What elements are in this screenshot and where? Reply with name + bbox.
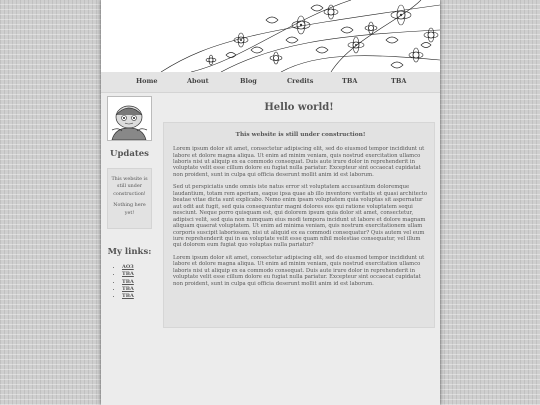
sidebar — [107, 96, 152, 300]
page-title: Hello world! — [264, 102, 334, 113]
link-tba-2[interactable]: TBA — [122, 278, 134, 285]
link-ao3[interactable]: AO3 — [122, 264, 134, 271]
nav-home-link[interactable]: Home — [136, 77, 158, 85]
link-tba-1[interactable]: TBA — [122, 271, 134, 278]
nav-credits-link[interactable]: Credits — [287, 77, 314, 85]
list-item — [122, 279, 152, 286]
main-content-box — [163, 122, 435, 328]
link-tba-4[interactable]: TBA — [122, 293, 134, 300]
content-paragraph-2: Sed ut perspiciatis unde omnis iste natus error sit voluptatem accusantium doloremque laudantium, totam rem aperiam, eaque ipsa quae ab illo inventore veritatis et quasi architecto beatae vitae dicta sunt explicabo. Nemo enim ipsam voluptatem quia voluptas sit aspernatur aut odit aut fugit, sed quia consequuntur magni dolores eos qui ratione voluptatem sequi nesciunt. Neque porro quisquam est, qui dolorem ipsum quia dolor sit amet, consectetur, adipisci velit, sed quia non numquam eius modi tempora incidunt ut labore et dolore magnam aliquam quaerat voluptatem. Ut enim ad minima veniam, quis nostrum exercitationem ullam corporis suscipit laboriosam, nisi ut aliquid ex ea commodi consequatur? Quis autem vel eum iure reprehenderit qui in ea voluptate velit esse quam nihil molestiae consequatur, vel illum qui dolorem eum fugiat quo voluptas nulla pariatur? — [173, 184, 428, 249]
links-list — [107, 264, 152, 300]
list-item — [122, 264, 152, 271]
updates-box — [107, 168, 152, 229]
links-heading: My links: — [107, 247, 152, 258]
updates-heading: Updates — [110, 149, 149, 159]
link-tba-3[interactable]: TBA — [122, 285, 134, 292]
main-nav — [101, 72, 440, 93]
nav-about-link[interactable]: About — [187, 77, 209, 85]
list-item — [122, 293, 152, 300]
updates-note: Nothing here yet! — [113, 203, 146, 216]
updates-text: This website is still under construction! — [111, 177, 148, 197]
nav-tba-link-2[interactable]: TBA — [391, 77, 407, 85]
avatar — [107, 96, 152, 141]
nav-tba-link-1[interactable]: TBA — [342, 77, 358, 85]
page-container — [101, 0, 440, 405]
list-item — [122, 286, 152, 293]
list-item — [122, 271, 152, 278]
nav-blog-link[interactable]: Blog — [240, 77, 257, 85]
character-avatar-drawing — [108, 97, 151, 140]
floral-illustration — [101, 0, 440, 72]
construction-notice: This website is still under construction! — [235, 132, 366, 138]
floral-header-banner — [101, 0, 440, 72]
content-paragraph-1: Lorem ipsum dolor sit amet, consectetur adipiscing elit, sed do eiusmod tempor incididunt ut labore et dolore magna aliqua. Ut enim ad minim veniam, quis nostrud exercitation ullamco laboris nisi ut aliquip ex ea commodo consequat. Duis aute irure dolor in reprehenderit in voluptate velit esse cillum dolore eu fugiat nulla pariatur. Excepteur sint occaecat cupidatat non proident, sunt in culpa qui officia deserunt mollit anim id est laborum. — [173, 146, 425, 178]
content-paragraph-3: Lorem ipsum dolor sit amet, consectetur adipiscing elit, sed do eiusmod tempor incididunt ut labore et dolore magna aliqua. Ut enim ad minim veniam, quis nostrud exercitation ullamco laboris nisi ut aliquip ex ea commodo consequat. Duis aute irure dolor in reprehenderit in voluptate velit esse cillum dolore eu fugiat nulla pariatur. Excepteur sint occaecat cupidatat non proident, sunt in culpa qui officia deserunt mollit anim id est laborum. — [173, 254, 425, 287]
